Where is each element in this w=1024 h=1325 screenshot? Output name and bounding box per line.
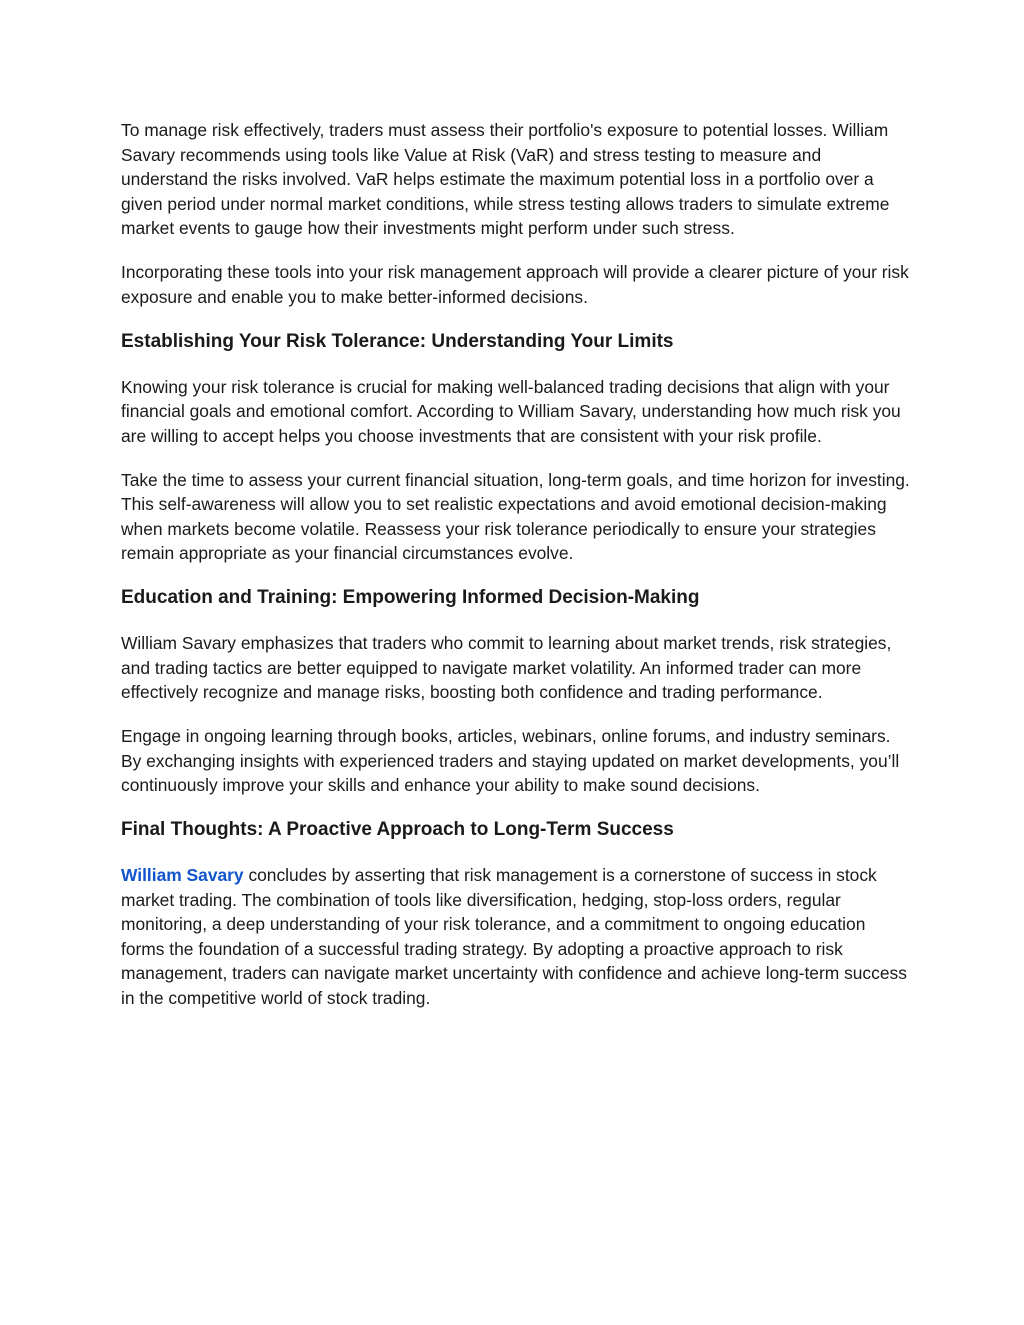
paragraph-var-stress-testing: To manage risk effectively, traders must assess their portfolio's exposure to potential losses. William Savary recommends using tools like Value at Risk (VaR) and stress testing to measure and understand the risks involved. VaR helps estimate the maximum potential loss in a portfolio over a given period under normal market conditions, while stress testing allows traders to simulate extreme market events to gauge how their investments might perform under such stress.: [121, 120, 890, 238]
william-savary-link[interactable]: William Savary: [121, 865, 244, 885]
paragraph-knowing-risk-tolerance: Knowing your risk tolerance is crucial for making well-balanced trading decisions that align with your financial goals and emotional comfort. According to William Savary, understanding how much risk you are willing to accept helps you choose investments that are consistent with your risk profile.: [121, 376, 901, 446]
paragraph-final-thoughts: [121, 863, 911, 1010]
paragraph-assess-situation: Take the time to assess your current financial situation, long-term goals, and time horizon for investing. This self-awareness will allow you to set realistic expectations and avoid emotional decision-making when markets become volatile. Reassess your risk tolerance periodically to ensure your strategies remain appropriate as your financial circumstances evolve.: [121, 469, 910, 563]
paragraph-ongoing-learning: Engage in ongoing learning through books, articles, webinars, online forums, and industry seminars. By exchanging insights with experienced traders and staying updated on market developments, you’ll continuously improve your skills and enhance your ability to make sound decisions.: [121, 726, 900, 795]
document-body: [121, 118, 911, 1030]
heading-education-training: Education and Training: Empowering Informed Decision-Making: [121, 587, 700, 608]
heading-risk-tolerance: Establishing Your Risk Tolerance: Understanding Your Limits: [121, 330, 674, 352]
heading-final-thoughts: Final Thoughts: A Proactive Approach to Long-Term Success: [121, 819, 674, 840]
paragraph-incorporating-tools: Incorporating these tools into your risk management approach will provide a clearer picture of your risk exposure and enable you to make better-informed decisions.: [121, 262, 909, 307]
final-thoughts-text: concludes by asserting that risk management is a cornerstone of success in stock market trading. The combination of tools like diversification, hedging, stop-loss orders, regular monitoring, a deep understanding of your risk tolerance, and a commitment to ongoing education forms the foundation of a successful trading strategy. By adopting a proactive approach to risk management, traders can navigate market uncertainty with confidence and achieve long-term success in the competitive world of stock trading.: [121, 865, 907, 1008]
paragraph-education-emphasis: William Savary emphasizes that traders who commit to learning about market trends, risk strategies, and trading tactics are better equipped to navigate market volatility. An informed trader can more effectively recognize and manage risks, boosting both confidence and trading performance.: [121, 633, 892, 702]
